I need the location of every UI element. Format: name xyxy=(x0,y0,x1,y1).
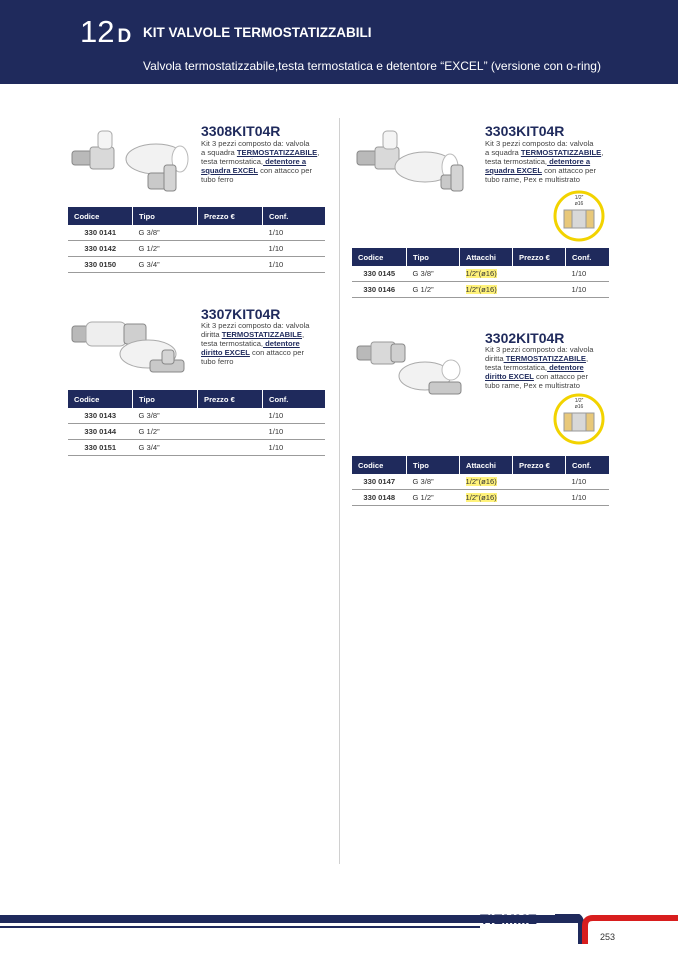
column-header: Tipo xyxy=(133,390,198,408)
product-table xyxy=(68,207,325,273)
product-table xyxy=(352,456,609,506)
page-header xyxy=(0,0,678,84)
product-description: Kit 3 pezzi composto da: valvola a squadra TERMOSTATIZZABILE, testa termostatica, detentore a squadra EXCEL con attacco per tubo rame, Pex e multistrato xyxy=(485,139,604,184)
table-row: 330 0144 G 1/2” 1/10 xyxy=(68,424,325,440)
page-subtitle: Valvola termostatizzabile,testa termostatica e detentore “EXCEL” (versione con o-ring) xyxy=(143,59,601,73)
table-row: 330 0141 G 3/8” 1/10 xyxy=(68,225,325,241)
column-header: Codice xyxy=(68,390,133,408)
product-code: 3307KIT04R xyxy=(201,306,281,322)
valve-kit-straight-image xyxy=(68,308,193,383)
table-row: 330 0145 G 3/8” 1/2”(ø16) 1/10 xyxy=(352,266,609,282)
page-title: KIT VALVOLE TERMOSTATIZZABILI xyxy=(143,25,372,40)
column-divider xyxy=(339,118,340,864)
column-header: Prezzo € xyxy=(513,456,566,474)
table-row: 330 0146 G 1/2” 1/2”(ø16) 1/10 xyxy=(352,282,609,298)
product-code: 3308KIT04R xyxy=(201,123,281,139)
valve-kit-straight-multilayer-image xyxy=(353,330,478,405)
column-header: Codice xyxy=(352,456,407,474)
svg-text:1/2”: 1/2” xyxy=(574,398,584,404)
valve-kit-angle-image xyxy=(68,125,193,200)
column-header: Attacchi xyxy=(460,248,513,266)
page-number: 253 xyxy=(600,932,616,942)
table-row: 330 0151 G 3/4” 1/10 xyxy=(68,440,325,456)
table-row: 330 0147 G 3/8” 1/2”(ø16) 1/10 xyxy=(352,474,609,490)
column-header: Prezzo € xyxy=(198,390,263,408)
chapter-number: 12 D xyxy=(80,14,132,49)
column-header: Tipo xyxy=(407,456,460,474)
column-header: Attacchi xyxy=(460,456,513,474)
column-header: Conf. xyxy=(263,207,326,225)
connector-badge-icon xyxy=(552,190,606,242)
table-row: 330 0143 G 3/8” 1/10 xyxy=(68,408,325,424)
column-header: Prezzo € xyxy=(198,207,263,225)
table-row: 330 0148 G 1/2” 1/2”(ø16) 1/10 xyxy=(352,490,609,506)
product-description: Kit 3 pezzi composto da: valvola diritta TERMOSTATIZZABILE, testa termostatica, detentore diritto EXCEL con attacco per tubo rame, Pex e multistrato xyxy=(485,345,594,390)
footer-line xyxy=(0,926,480,928)
brand-logo: TIEMME xyxy=(480,911,538,927)
valve-kit-angle-multilayer-image xyxy=(353,125,478,200)
column-header: Tipo xyxy=(133,207,198,225)
column-header: Tipo xyxy=(407,248,460,266)
product-code: 3303KIT04R xyxy=(485,123,565,139)
connector-badge-icon xyxy=(552,393,606,445)
svg-text:ø16: ø16 xyxy=(574,201,584,207)
column-header: Conf. xyxy=(566,248,610,266)
product-code: 3302KIT04R xyxy=(485,330,565,346)
product-table xyxy=(352,248,609,298)
column-header: Codice xyxy=(68,207,133,225)
product-description: Kit 3 pezzi composto da: valvola a squadra TERMOSTATIZZABILE, testa termostatica, detentore a squadra EXCEL con attacco per tubo ferro xyxy=(201,139,320,184)
brand-swoosh-icon xyxy=(555,914,678,946)
svg-text:ø16: ø16 xyxy=(574,404,584,410)
column-header: Codice xyxy=(352,248,407,266)
column-header: Conf. xyxy=(566,456,610,474)
table-row: 330 0150 G 3/4” 1/10 xyxy=(68,257,325,273)
column-header: Prezzo € xyxy=(513,248,566,266)
column-header: Conf. xyxy=(263,390,326,408)
product-table xyxy=(68,390,325,456)
svg-text:1/2”: 1/2” xyxy=(574,195,584,201)
product-description: Kit 3 pezzi composto da: valvola diritta TERMOSTATIZZABILE, testa termostatica, detentore diritto EXCEL con attacco per tubo ferro xyxy=(201,321,310,366)
table-row: 330 0142 G 1/2” 1/10 xyxy=(68,241,325,257)
